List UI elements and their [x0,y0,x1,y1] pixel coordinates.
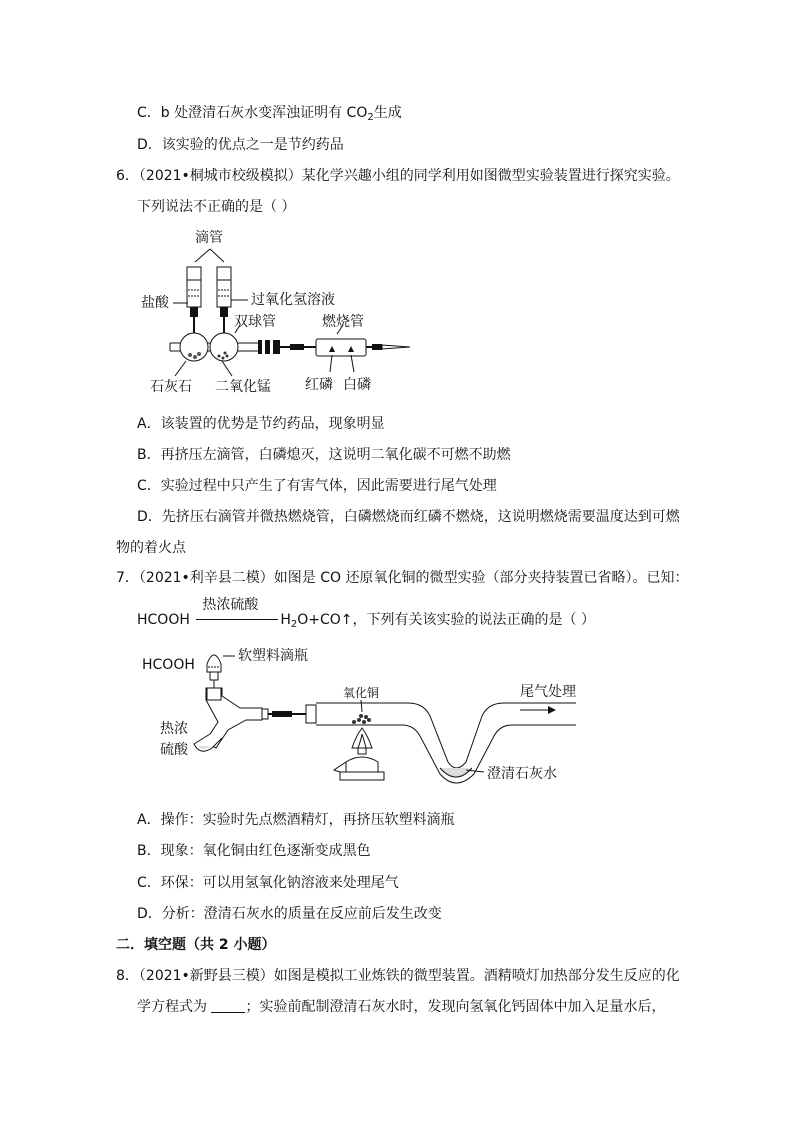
q8-stem-line2 [137,997,665,1017]
subscript: 2 [367,112,374,123]
label-red-phosphorus: 红磷 [305,377,333,393]
label-hcooh: HCOOH [142,657,195,673]
label-dropper: 滴管 [195,230,223,246]
q6-option-c: C．实验过程中只产生了有害气体，因此需要进行尾气处理 [137,478,497,494]
q5-option-c-text: C．b 处澄清石灰水变浑浊证明有 CO [137,105,368,121]
q5-option-c-text-end: 生成 [373,105,402,121]
label-sulfuric-acid: 硫酸 [160,742,188,758]
equation-reactant: HCOOH [137,612,190,628]
label-tail-gas: 尾气处理 [520,684,576,700]
q6-option-d: D．先挤压右滴管并微热燃烧管，白磷燃烧而红磷不燃烧，这说明燃烧需要温度达到可燃 [137,509,680,525]
label-limestone: 石灰石 [150,379,192,395]
label-manganese-dioxide: 二氧化锰 [215,379,271,395]
q6-stem-line2: 下列说法不正确的是（ ） [137,199,296,215]
label-white-phosphorus: 白磷 [343,377,371,393]
q7-option-a: A．操作：实验时先点燃酒精灯，再挤压软塑料滴瓶 [137,812,455,828]
label-limewater: 澄清石灰水 [487,766,557,782]
label-copper-oxide: 氧化铜 [343,686,380,700]
label-hot-concentrated: 热浓 [160,721,188,737]
subscript: 2 [290,619,298,630]
equation-product: H [280,612,291,628]
q7-option-b: B．现象：氧化铜由红色逐渐变成黑色 [137,843,371,859]
q5-option-d: D．该实验的优点之一是节约药品 [137,137,344,153]
label-double-bulb-tube: 双球管 [234,314,276,330]
label-combustion-tube: 燃烧管 [322,314,364,330]
q8-stem-line2-end: ；实验前配制澄清石灰水时，发现向氢氧化钙固体中加入足量水后， [245,999,666,1015]
label-hydrogen-peroxide: 过氧化氢溶液 [251,292,335,308]
answer-blank[interactable] [211,998,245,1013]
section-title-fill-in: 二．填空题（共 2 小题） [116,937,276,953]
label-soft-plastic-bottle: 软塑料滴瓶 [238,648,308,664]
q6-option-a: A．该装置的优势是节约药品，现象明显 [137,416,385,432]
q7-option-c: C．环保：可以用氢氧化钠溶液来处理尾气 [137,875,399,891]
q7-stem-line1: 7．（2021•利辛县二模）如图是 CO 还原氧化铜的微型实验（部分夹持装置已省略）。已知： [116,570,689,586]
q6-stem-line1: 6．（2021•桐城市校级模拟）某化学兴趣小组的同学利用如图微型实验装置进行探究实验。 [116,168,680,184]
label-hydrochloric-acid: 盐酸 [141,295,169,311]
q8-stem-line1: 8．（2021•新野县三模）如图是模拟工业炼铁的微型装置。酒精喷灯加热部分发生反应的化 [116,968,680,984]
q8-stem-line2-start: 学方程式为 [137,999,212,1015]
q7-option-d: D．分析：澄清石灰水的质量在反应前后发生改变 [137,906,442,922]
equation-product-rest: O+CO↑，下列有关该实验的说法正确的是（ ） [297,612,595,628]
q6-option-b: B．再挤压左滴管，白磷熄灭，这说明二氧化碳不可燃不助燃 [137,447,511,463]
equation-condition: 热浓硫酸 [202,597,259,613]
q6-option-d-continued: 物的着火点 [116,540,186,556]
